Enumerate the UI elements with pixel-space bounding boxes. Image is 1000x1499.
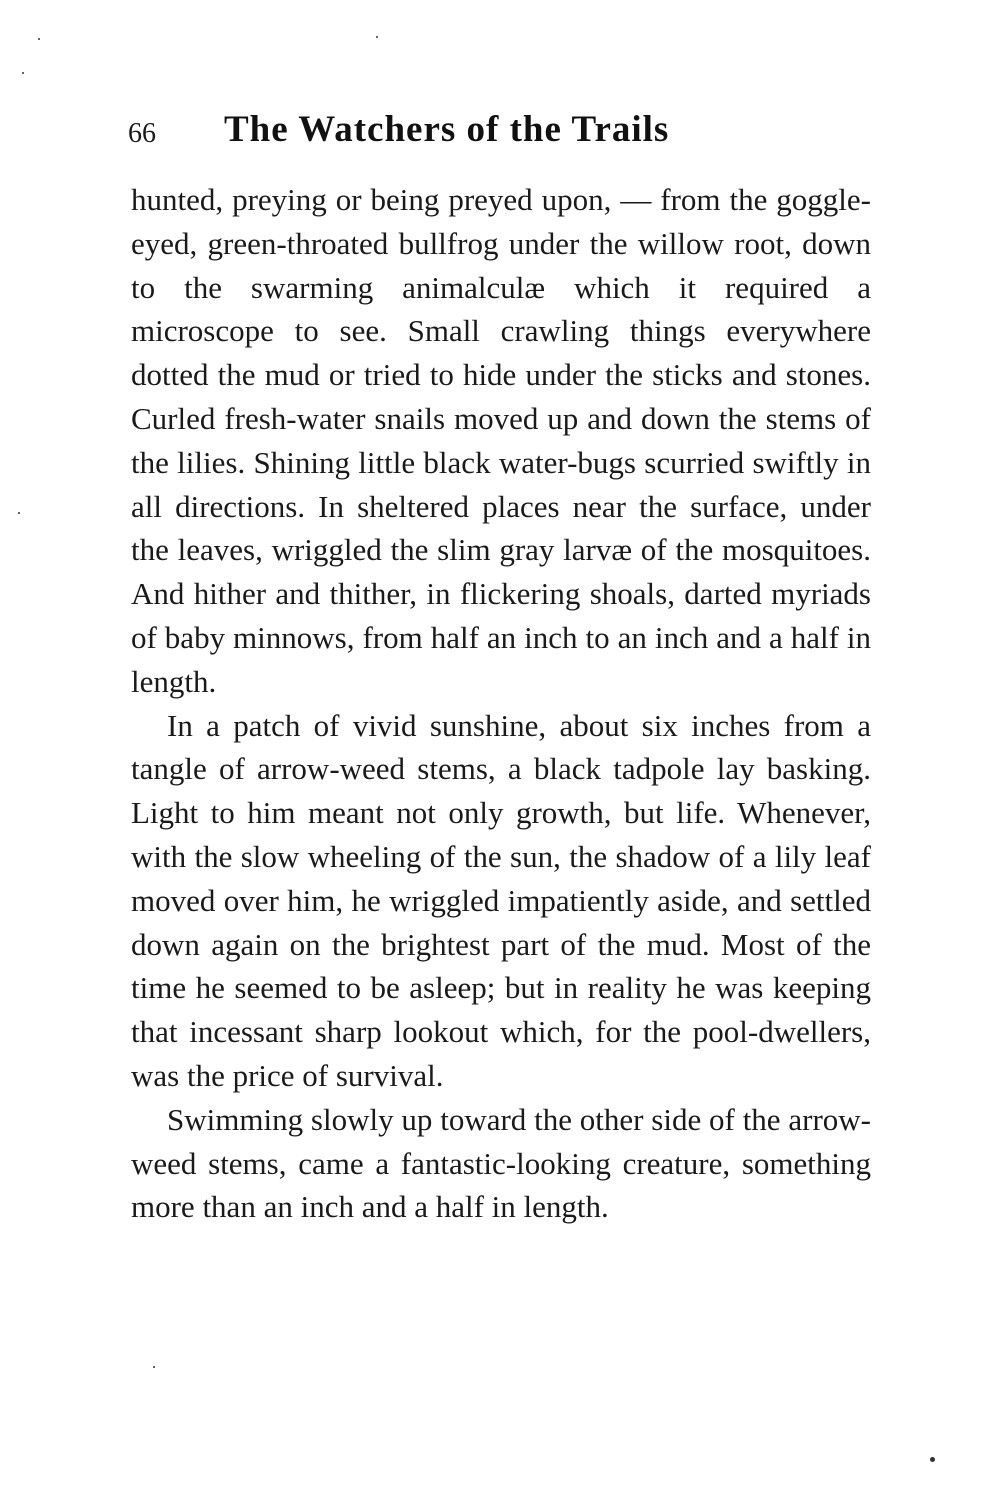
page-header bbox=[128, 108, 888, 158]
scan-speck bbox=[22, 72, 24, 74]
paragraph-2: In a patch of vivid sunshine, about six inches from a tangle of arrow-weed stems, a black tadpole lay basking. Light to him meant not only growth, but life. Whenever, with the slow wheeling of the sun, the shadow of a lily leaf moved over him, he wriggled impatiently aside, and settled down again on the brightest part of the mud. Most of the time he seemed to be asleep; but in reality he was keeping that incessant sharp lookout which, for the pool-dwellers, was the price of survival. bbox=[131, 707, 871, 1093]
scan-speck bbox=[153, 1366, 155, 1368]
paragraph-1: hunted, preying or being preyed upon, — from the goggle-eyed, green-throated bullfrog under the willow root, down to the swarming animalculæ which it required a microscope to see. Small crawling things everywhere dotted the mud or tried to hide under the sticks and stones. Curled fresh-water snails moved up and down the stems of the lilies. Shining little black water-bugs scurried swiftly in all directions. In sheltered places near the surface, under the leaves, wriggled the slim gray larvæ of the mosquitoes. And hither and thither, in flickering shoals, darted myriads of baby minnows, from half an inch to an inch and a half in length. bbox=[131, 182, 871, 699]
body-text bbox=[131, 178, 871, 1229]
scan-speck bbox=[38, 38, 40, 40]
running-title: The Watchers of the Trails bbox=[224, 109, 670, 150]
scan-speck bbox=[376, 36, 378, 38]
page-number: 66 bbox=[128, 118, 156, 149]
paragraph-3: Swimming slowly up toward the other side of the arrow-weed stems, came a fantastic-looking creature, something more than an inch and a half in length. bbox=[131, 1101, 871, 1225]
scan-speck bbox=[18, 512, 20, 514]
scan-speck bbox=[930, 1457, 935, 1462]
